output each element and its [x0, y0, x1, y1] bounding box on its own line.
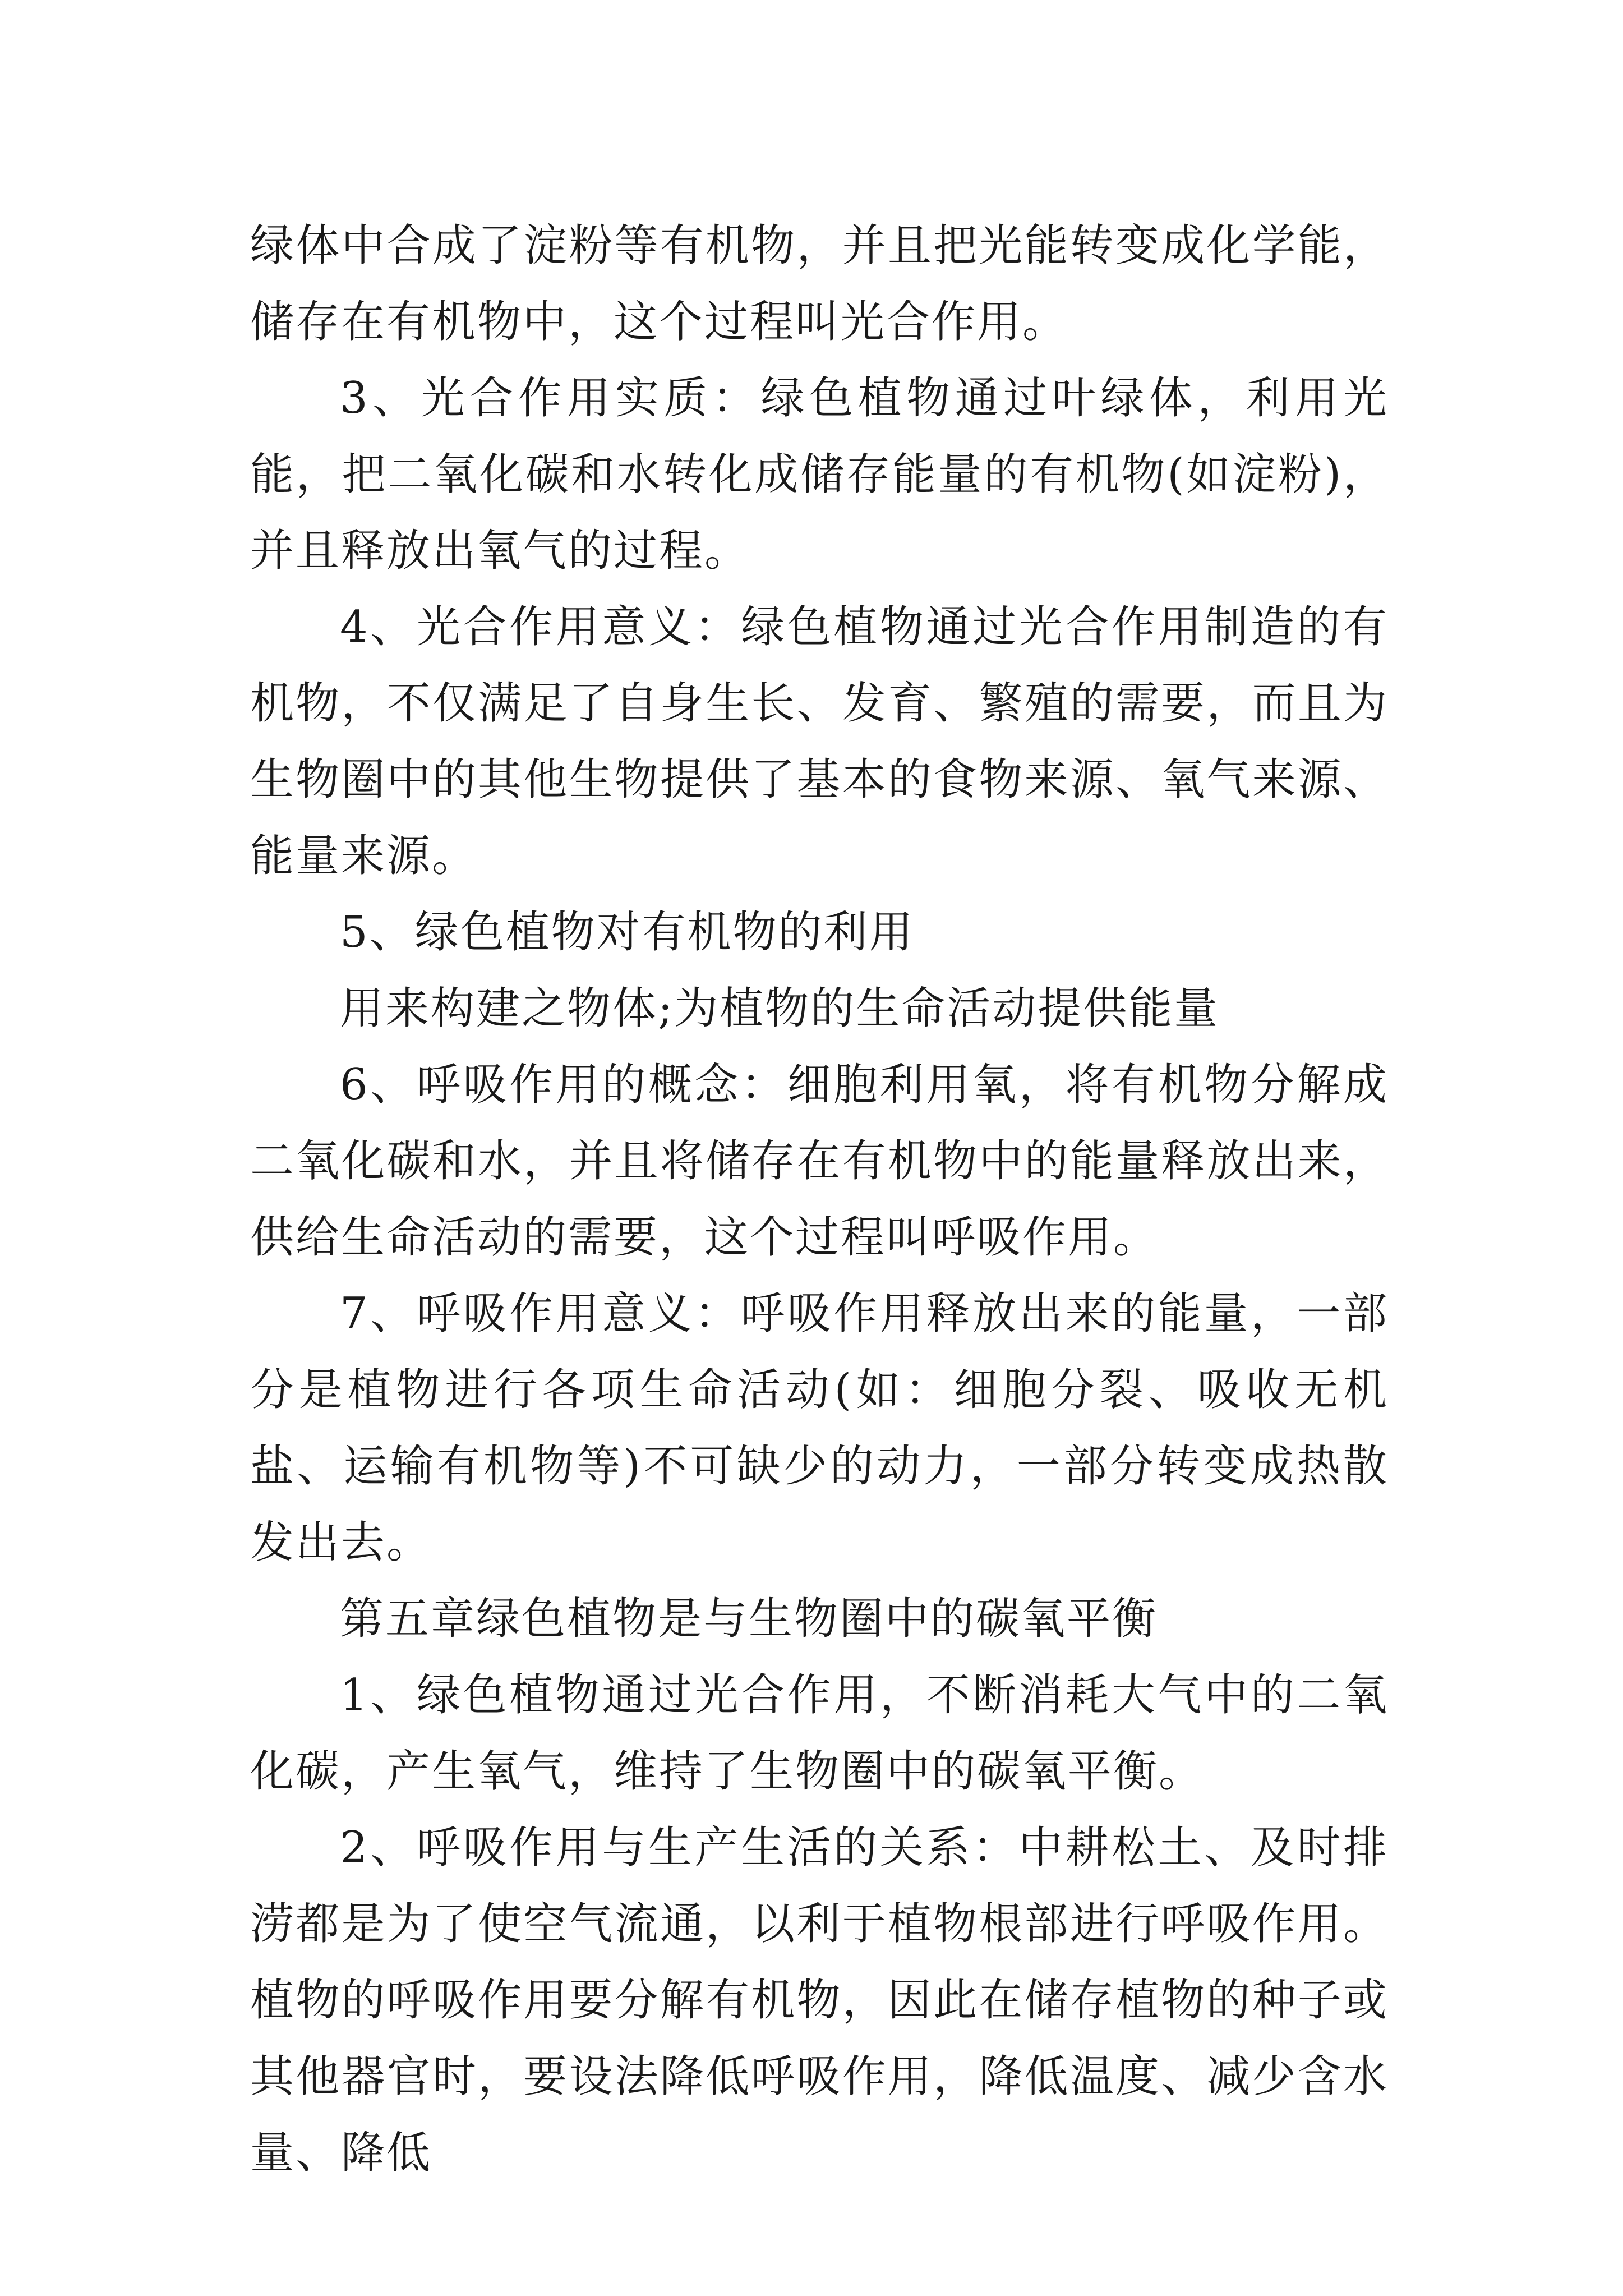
paragraph-organic-matter-detail: 用来构建之物体;为植物的生命活动提供能量 — [340, 983, 1220, 1034]
paragraph-photosynthesis-essence: 3、光合作用实质：绿色植物通过叶绿体，利用光能，把二氧化碳和水转化成储存能量的有机物(如淀粉)，并且释放出氧气的过程。 — [250, 373, 1389, 576]
paragraph-respiration-concept: 6、呼吸作用的概念：细胞利用氧，将有机物分解成二氧化碳和水，并且将储存在有机物中的能量释放出来，供给生命活动的需要，这个过程叫呼吸作用。 — [250, 1060, 1389, 1263]
paragraph-photosynthesis-significance: 4、光合作用意义：绿色植物通过光合作用制造的有机物，不仅满足了自身生长、发育、繁殖的需要，而且为生物圈中的其他生物提供了基本的食物来源、氧气来源、能量来源。 — [250, 602, 1389, 881]
paragraph-continued: 绿体中合成了淀粉等有机物，并且把光能转变成化学能，储存在有机物中，这个过程叫光合作用。 — [250, 220, 1389, 347]
chapter-heading: 第五章绿色植物是与生物圈中的碳氧平衡 — [340, 1594, 1158, 1644]
document-body — [250, 208, 1389, 2191]
paragraph-organic-matter-use: 5、绿色植物对有机物的利用 — [340, 907, 915, 958]
paragraph-carbon-oxygen-balance: 1、绿色植物通过光合作用，不断消耗大气中的二氧化碳，产生氧气，维持了生物圈中的碳氧平衡。 — [250, 1670, 1389, 1797]
paragraph-respiration-production: 2、呼吸作用与生产生活的关系：中耕松土、及时排涝都是为了使空气流通，以利于植物根部进行呼吸作用。植物的呼吸作用要分解有机物，因此在储存植物的种子或其他器官时，要设法降低呼吸作用，降低温度、减少含水量、降低 — [250, 1823, 1389, 2178]
paragraph-respiration-significance: 7、呼吸作用意义：呼吸作用释放出来的能量，一部分是植物进行各项生命活动(如：细胞分裂、吸收无机盐、运输有机物等)不可缺少的动力，一部分转变成热散发出去。 — [250, 1289, 1389, 1568]
